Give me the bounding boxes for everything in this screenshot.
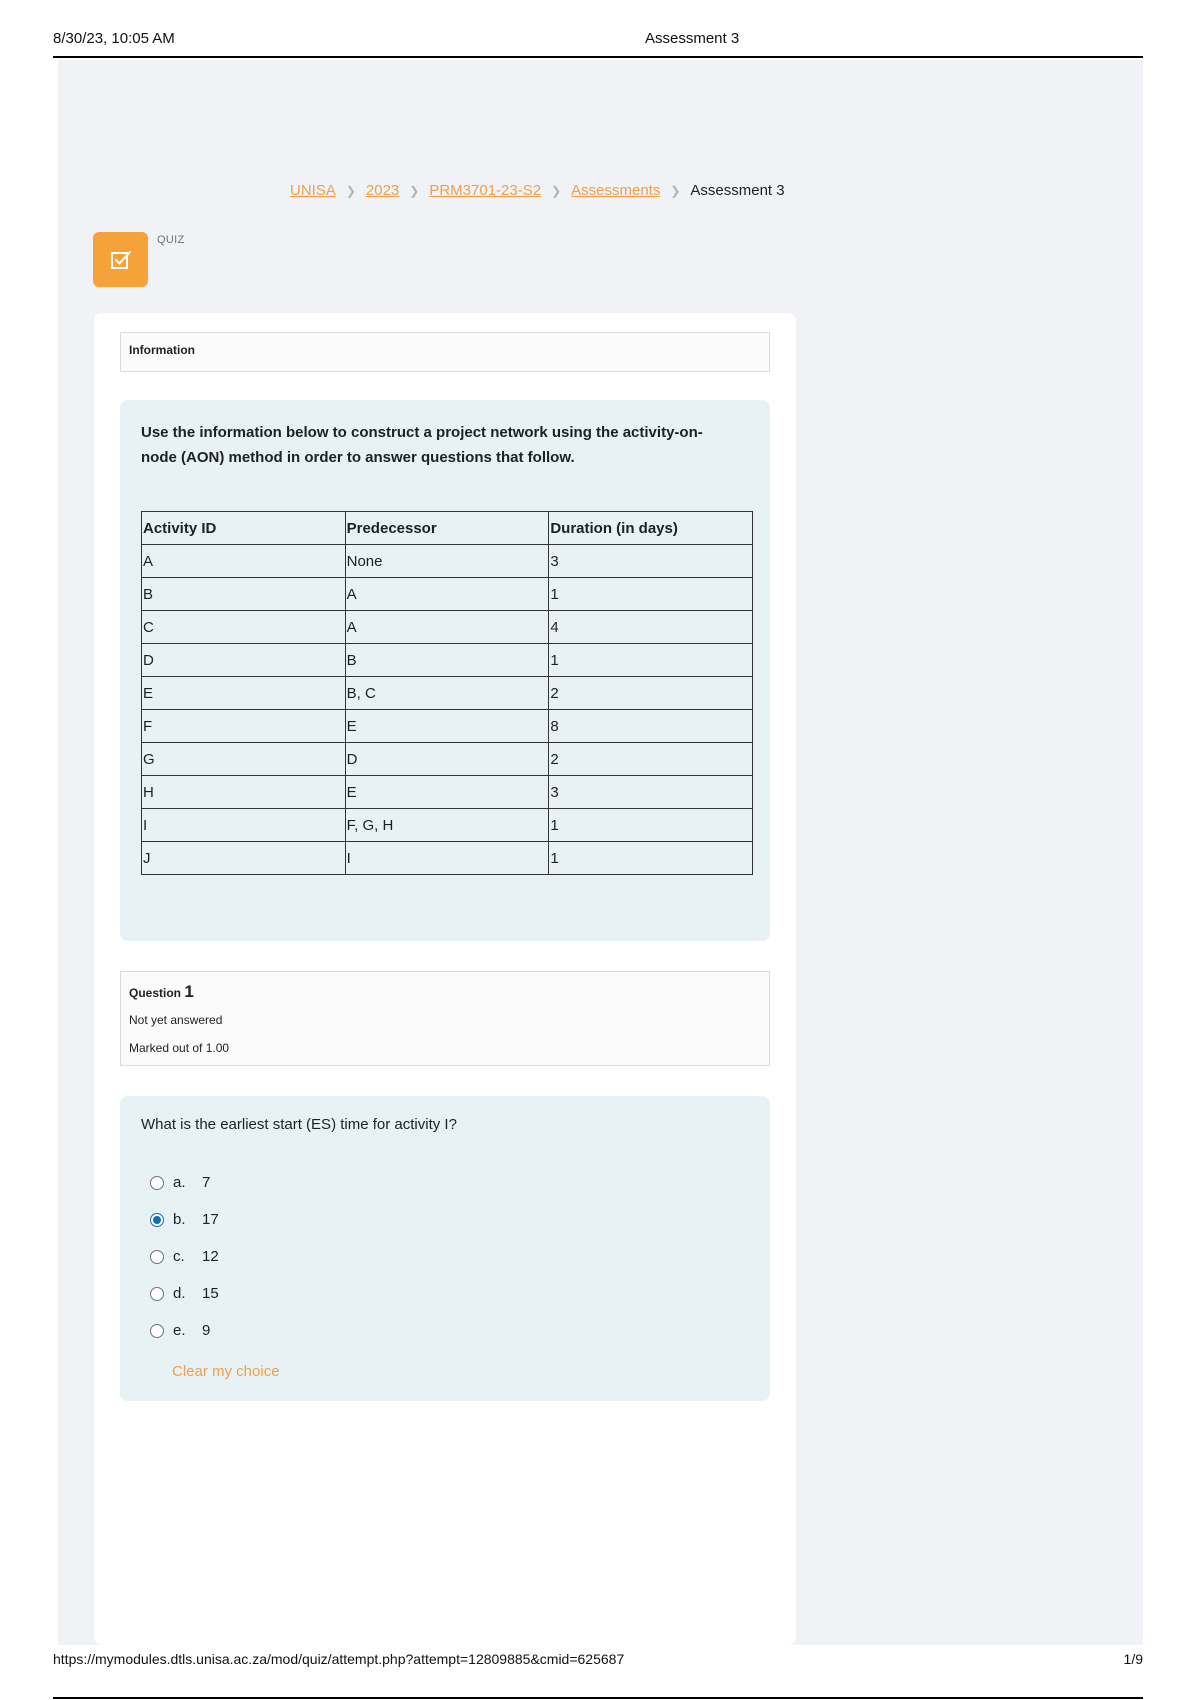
- chevron-right-icon: ❯: [551, 183, 562, 198]
- question-number-value: 1: [184, 982, 194, 1001]
- question-state: Not yet answered: [129, 1013, 223, 1027]
- information-content: [120, 400, 770, 941]
- table-cell: 2: [549, 743, 753, 776]
- radio-button[interactable]: [150, 1176, 164, 1190]
- table-cell: B, C: [345, 677, 549, 710]
- information-info-box: [120, 332, 770, 372]
- answer-letter: b.: [173, 1211, 186, 1228]
- answer-value: 12: [202, 1248, 219, 1265]
- chevron-right-icon: ❯: [670, 183, 681, 198]
- print-page-number: 1/9: [1123, 1651, 1143, 1667]
- answer-option-e[interactable]: [150, 1312, 219, 1349]
- quiz-checkbox-icon: [93, 232, 148, 287]
- print-header: [53, 30, 1143, 58]
- table-row: [142, 578, 753, 611]
- answer-option-a[interactable]: [150, 1164, 219, 1201]
- table-header-row: [142, 512, 753, 545]
- table-row: [142, 842, 753, 875]
- answer-option-b[interactable]: [150, 1201, 219, 1238]
- table-cell: 3: [549, 545, 753, 578]
- breadcrumb: [290, 182, 785, 199]
- question-info-box: [120, 971, 770, 1066]
- radio-button[interactable]: [150, 1324, 164, 1338]
- table-row: [142, 809, 753, 842]
- question-number: [129, 982, 194, 1002]
- table-cell: 1: [549, 809, 753, 842]
- table-cell: E: [345, 776, 549, 809]
- chevron-right-icon: ❯: [409, 183, 420, 198]
- answer-option-c[interactable]: [150, 1238, 219, 1275]
- table-cell: H: [142, 776, 346, 809]
- answer-letter: d.: [173, 1285, 186, 1302]
- table-cell: F, G, H: [345, 809, 549, 842]
- question-label: Question: [129, 986, 182, 1000]
- table-cell: D: [142, 644, 346, 677]
- question-text: What is the earliest start (ES) time for activity I?: [141, 1116, 457, 1133]
- information-label: Information: [129, 343, 195, 357]
- table-cell: I: [142, 809, 346, 842]
- table-cell: 1: [549, 842, 753, 875]
- table-row: [142, 743, 753, 776]
- breadcrumb-current: Assessment 3: [690, 182, 785, 199]
- answer-value: 9: [202, 1322, 211, 1339]
- table-cell: None: [345, 545, 549, 578]
- table-cell: I: [345, 842, 549, 875]
- table-cell: B: [142, 578, 346, 611]
- question-content: [120, 1096, 770, 1401]
- table-cell: 1: [549, 578, 753, 611]
- table-row: [142, 644, 753, 677]
- print-url: https://mymodules.dtls.unisa.ac.za/mod/quiz/attempt.php?attempt=12809885&cmid=625687: [53, 1651, 625, 1667]
- quiz-card: [94, 313, 796, 1645]
- breadcrumb-link-assessments[interactable]: Assessments: [571, 182, 661, 199]
- table-cell: 4: [549, 611, 753, 644]
- table-cell: C: [142, 611, 346, 644]
- print-title: Assessment 3: [645, 30, 740, 47]
- column-header: Activity ID: [142, 512, 346, 545]
- table-cell: D: [345, 743, 549, 776]
- table-cell: B: [345, 644, 549, 677]
- answer-value: 7: [202, 1174, 211, 1191]
- breadcrumb-link-course[interactable]: PRM3701-23-S2: [429, 182, 542, 199]
- radio-button[interactable]: [150, 1250, 164, 1264]
- table-cell: E: [345, 710, 549, 743]
- table-row: [142, 776, 753, 809]
- question-grade: Marked out of 1.00: [129, 1041, 230, 1055]
- activity-table: [141, 511, 753, 875]
- instructions-text: Use the information below to construct a project network using the activity-on-node (AON) method in order to answer questions that follow.: [141, 424, 703, 466]
- table-cell: E: [142, 677, 346, 710]
- print-footer: [53, 1645, 1143, 1700]
- column-header: Duration (in days): [549, 512, 753, 545]
- table-cell: G: [142, 743, 346, 776]
- answer-letter: c.: [173, 1248, 185, 1265]
- answer-option-d[interactable]: [150, 1275, 219, 1312]
- clear-choice-link[interactable]: Clear my choice: [172, 1363, 280, 1380]
- table-row: [142, 710, 753, 743]
- answer-options: [150, 1164, 219, 1349]
- answer-value: 15: [202, 1285, 219, 1302]
- radio-button[interactable]: [150, 1287, 164, 1301]
- table-cell: 3: [549, 776, 753, 809]
- breadcrumb-link-unisa[interactable]: UNISA: [290, 182, 336, 199]
- table-cell: 1: [549, 644, 753, 677]
- table-cell: 8: [549, 710, 753, 743]
- table-cell: F: [142, 710, 346, 743]
- footer-divider: [53, 1697, 1143, 1699]
- table-row: [142, 611, 753, 644]
- column-header: Predecessor: [345, 512, 549, 545]
- radio-button-selected[interactable]: [150, 1213, 164, 1227]
- print-datetime: 8/30/23, 10:05 AM: [53, 30, 175, 47]
- answer-letter: a.: [173, 1174, 186, 1191]
- breadcrumb-link-year[interactable]: 2023: [365, 182, 400, 199]
- chevron-right-icon: ❯: [345, 183, 356, 198]
- table-cell: A: [345, 578, 549, 611]
- table-row: [142, 677, 753, 710]
- table-row: [142, 545, 753, 578]
- table-cell: 2: [549, 677, 753, 710]
- table-cell: J: [142, 842, 346, 875]
- activity-type-label: QUIZ: [157, 234, 185, 246]
- answer-letter: e.: [173, 1322, 186, 1339]
- table-cell: A: [142, 545, 346, 578]
- answer-value: 17: [202, 1211, 219, 1228]
- table-cell: A: [345, 611, 549, 644]
